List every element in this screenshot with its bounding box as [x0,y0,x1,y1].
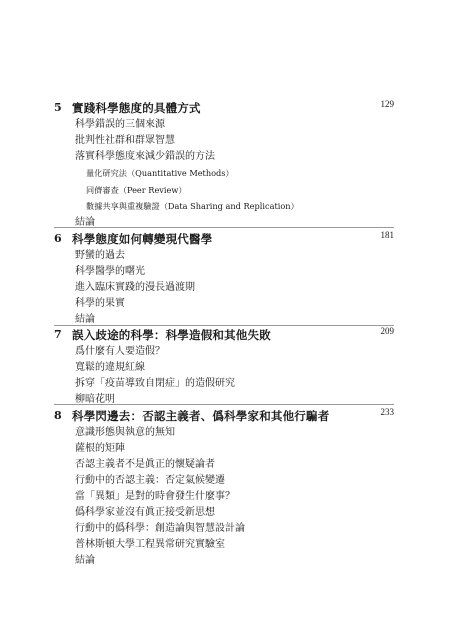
chapter-title: 實踐科學態度的具體方式 [72,101,201,115]
chapter-divider [54,404,394,405]
chapter-page-number: 129 [380,99,394,109]
chapter-8 [54,407,394,569]
chapter-page-number: 233 [380,407,394,417]
section-item: 拆穿「疫苗導致自閉症」的造假研究 [75,378,235,389]
section-item: 野蠻的過去 [75,250,125,261]
section-item: 批判性社群和群眾智慧 [75,135,175,146]
chapter-6 [54,230,394,328]
chapter-number: 8 [54,409,62,422]
chapter-title: 科學閃邊去：否認主義者、僞科學家和其他行騙者 [72,409,330,423]
chapter-7 [54,326,394,408]
section-item: 當「異類」是對的時會發生什麼事？ [75,491,235,502]
chapter-heading [54,326,394,344]
section-item: 行動中的否認主義：否定氣候變遷 [75,475,225,486]
section-item: 意識形態與執意的無知 [75,427,175,438]
section-item: 僞科學家並沒有眞正接受新思想 [75,507,215,518]
chapter-divider [54,227,394,228]
chapter-page-number: 181 [380,230,394,240]
chapter-number: 7 [54,328,62,341]
section-list [54,117,394,231]
chapter-page-number: 209 [380,326,394,336]
chapter-heading [54,99,394,117]
section-item: 結論 [75,216,95,228]
section-list [54,344,394,408]
section-list [54,425,394,569]
section-item: 科學醫學的曙光 [75,266,145,277]
section-item: 否認主義者不是眞正的懷疑論者 [75,459,215,470]
chapter-5 [54,99,394,231]
section-item: 結論 [75,555,95,566]
section-list [54,248,394,328]
section-item: 柳暗花明 [75,394,115,405]
subsection-item: 數據共享與重複驗證（Data Sharing and Replication） [86,201,299,212]
section-item: 爲什麼有人要造假？ [75,346,165,357]
section-item: 結論 [75,314,95,325]
section-item: 行動中的僞科學：創造論與智慧設計論 [75,523,245,534]
chapter-heading [54,230,394,248]
section-item: 普林斯頓大學工程異常研究實驗室 [75,539,225,550]
chapter-title: 科學態度如何轉變現代醫學 [72,232,213,246]
section-item: 進入臨床實踐的漫長過渡期 [75,282,195,293]
subsection-item: 量化研究法（Quantitative Methods） [86,168,234,178]
section-item: 薩根的矩陣 [75,443,125,454]
section-item: 落實科學態度來減少錯誤的方法 [75,151,215,162]
chapter-title: 誤入歧途的科學：科學造假和其他失敗 [72,328,271,342]
chapter-heading [54,407,394,425]
section-item: 寬鬆的違規紅線 [75,362,145,373]
chapter-number: 5 [54,101,62,114]
chapter-number: 6 [54,232,62,245]
section-item: 科學的果實 [75,298,125,309]
subsection-item: 同儕審查（Peer Review） [86,184,187,195]
section-item: 科學錯誤的三個來源 [75,119,165,130]
